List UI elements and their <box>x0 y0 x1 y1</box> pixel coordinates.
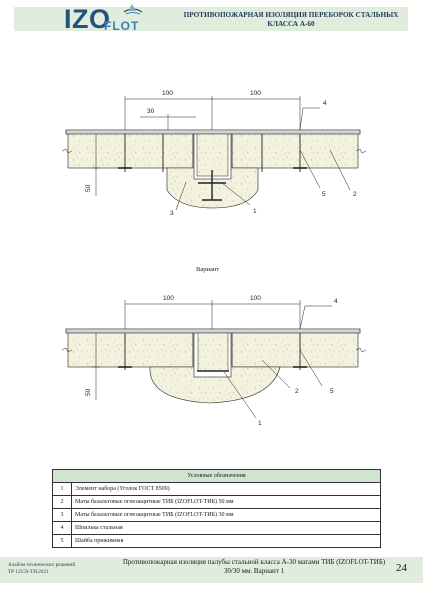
variant-label: Вариант <box>196 266 220 273</box>
legend-num: 5 <box>53 535 72 548</box>
table-row <box>53 535 381 548</box>
table-row <box>53 522 381 535</box>
callout-1: 1 <box>253 208 257 215</box>
callout-4-v: 4 <box>334 298 338 305</box>
legend-num: 2 <box>53 496 72 509</box>
stiffener-angle-v <box>194 333 231 377</box>
footer-caption: Противопожарная изоляция палубы стальной класса А-30 матами ТИБ (IZOFLOT-ТИБ) 30/30 мм. Вариант 1 <box>122 558 386 575</box>
footer-album-info <box>8 562 128 576</box>
legend-text: Маты базальтовые огнезащитные ТИБ (IZOFLOT-ТИБ) 30 мм <box>72 509 381 522</box>
page-number: 24 <box>396 562 407 574</box>
callout-2: 2 <box>353 191 357 198</box>
callout-1-v: 1 <box>258 420 262 427</box>
insulation-50mm-left-v <box>68 333 193 367</box>
legend-table <box>52 469 381 548</box>
logo-flot-text: FLOT <box>104 19 140 33</box>
dim-small-30: 30 <box>147 108 155 115</box>
callout-5-v: 5 <box>330 388 334 395</box>
logo-izo-text: IZO <box>64 4 111 34</box>
legend-num: 1 <box>53 483 72 496</box>
dim-right-100: 100 <box>250 90 261 97</box>
dim-height-50-v: 50 <box>85 388 92 396</box>
legend-header: Условные обозначения <box>53 470 381 483</box>
callout-4: 4 <box>323 100 327 107</box>
legend-num: 4 <box>53 522 72 535</box>
legend-text: Шайба прижимная <box>72 535 381 548</box>
header-title: ПРОТИВОПОЖАРНАЯ ИЗОЛЯЦИЯ ПЕРЕБОРОК СТАЛЬНЫХ КЛАССА А-60 <box>183 11 399 28</box>
legend-text: Элемент набора (Уголок ГОСТ 8509) <box>72 483 381 496</box>
dim-right-100-v: 100 <box>250 295 261 302</box>
legend-header-row <box>53 470 381 483</box>
legend-text: Шпилька стальная <box>72 522 381 535</box>
callout-2-v: 2 <box>295 388 299 395</box>
table-row <box>53 509 381 522</box>
callout-5: 5 <box>322 191 326 198</box>
dim-left-100: 100 <box>162 90 173 97</box>
footer-album: Альбом технических решений <box>8 562 76 568</box>
legend-text: Маты базальтовые огнезащитные ТИБ (IZOFLOT-ТИБ) 50 мм <box>72 496 381 509</box>
insulation-50mm-right-v <box>232 333 358 367</box>
deck-plate-top-v <box>66 329 360 333</box>
dim-height-50: 50 <box>85 184 92 192</box>
table-row <box>53 483 381 496</box>
legend-num: 3 <box>53 509 72 522</box>
callout-3: 3 <box>170 210 174 217</box>
footer-code: ТР 12159-ТИ.2021 <box>8 569 49 575</box>
table-row <box>53 496 381 509</box>
dim-left-100-v: 100 <box>163 295 174 302</box>
